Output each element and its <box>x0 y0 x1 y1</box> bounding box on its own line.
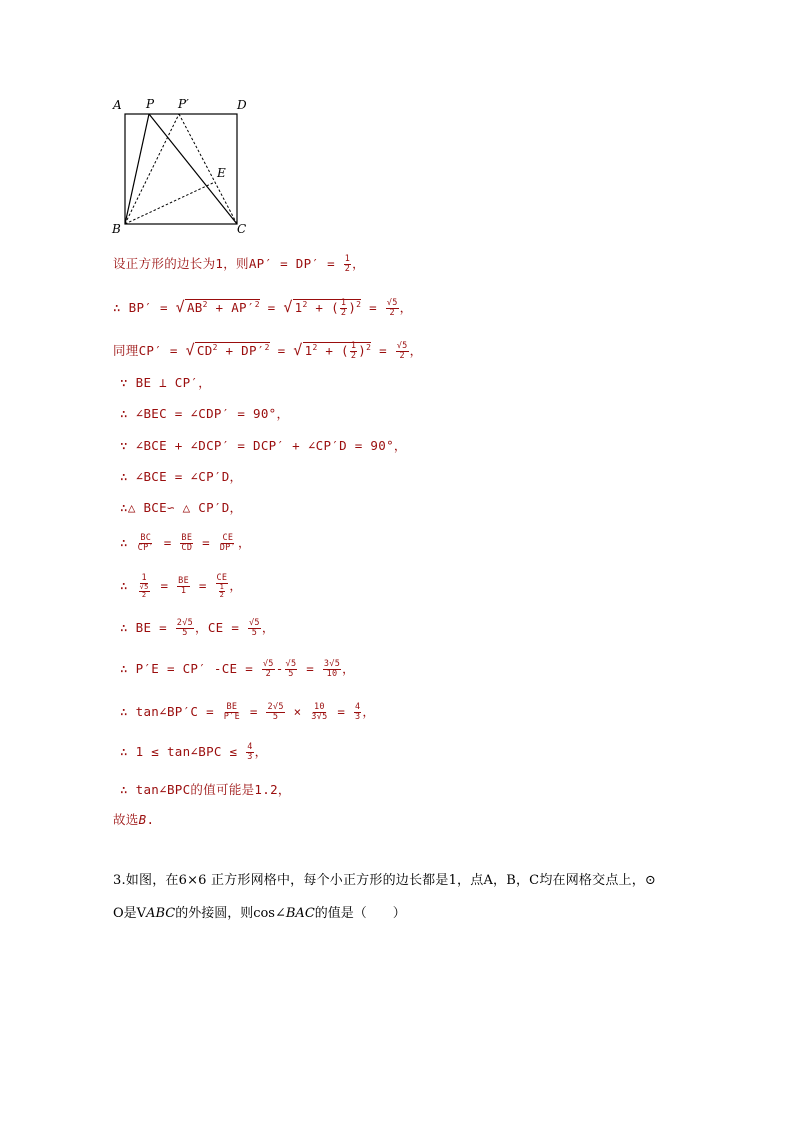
triangle-symbol: V <box>136 906 147 921</box>
numerator: 10 <box>313 702 325 712</box>
nested-fraction <box>139 584 150 599</box>
angle-name: BAC <box>285 906 315 921</box>
op: = <box>269 343 294 359</box>
numerator: 1 <box>141 573 147 583</box>
numerator: BE <box>178 576 190 586</box>
punct: ， <box>342 661 355 676</box>
solution-line-13 <box>120 703 375 722</box>
denominator: 2 <box>389 308 395 319</box>
text: ∴ P′E = CP′ -CE = <box>120 661 261 676</box>
exp: 2 <box>366 343 372 352</box>
punct: . <box>146 812 155 827</box>
solution-line-14 <box>120 743 267 762</box>
numerator: BE <box>226 702 238 712</box>
fraction <box>344 255 351 274</box>
fraction <box>137 534 155 553</box>
op: = <box>191 578 215 593</box>
numerator: √5 <box>285 659 297 669</box>
numerator: 4 <box>354 702 361 712</box>
denominator: 5 <box>182 628 188 638</box>
exp: 2 <box>312 343 318 352</box>
op: = <box>259 300 284 316</box>
numerator: 1 <box>344 254 351 264</box>
numerator: √5 <box>396 341 408 352</box>
numerator: 1 <box>340 298 347 309</box>
denominator: 2 <box>344 264 351 274</box>
denominator: 2 <box>219 591 225 599</box>
text: 故选 <box>113 812 139 827</box>
fraction <box>340 299 347 318</box>
solution-line-1 <box>113 255 365 274</box>
denominator: 5 <box>251 628 258 638</box>
term: 1 <box>304 343 313 359</box>
numerator: 2√5 <box>267 702 284 712</box>
exp: 2 <box>202 300 208 309</box>
fraction <box>137 574 152 599</box>
segment-bpprime <box>125 114 179 224</box>
numerator: √5 <box>248 618 260 628</box>
solution-line-6: ∵ ∠BCE + ∠DCP′ = DCP′ + ∠CP′D = 90°， <box>120 438 407 453</box>
denominator: P′E <box>223 712 240 722</box>
label-p-prime: P′ <box>178 97 189 111</box>
exp: 2 <box>212 343 218 352</box>
exp: 2 <box>302 300 308 309</box>
denominator: 10 <box>326 669 338 679</box>
numerator: 1 <box>219 583 225 591</box>
text: ∴ BP′ = <box>113 300 176 316</box>
text: ∴ BE = <box>120 620 175 635</box>
text: ， <box>352 256 365 271</box>
label-c: C <box>237 222 247 236</box>
op: + <box>317 343 342 359</box>
fraction <box>310 703 328 722</box>
denominator <box>137 584 152 599</box>
solution-line-10 <box>120 574 242 599</box>
op: = <box>242 704 266 719</box>
text: ∴ 1 ≤ tan∠BPC ≤ <box>120 744 246 759</box>
fraction <box>246 743 253 762</box>
question-line-1: 3.如图，在6×6 正方形网格中，每个小正方形的边长都是1，点A，B，C均在网格交点上，⊙ <box>113 873 657 888</box>
segment-be <box>125 182 215 224</box>
op: + <box>217 343 242 359</box>
fraction <box>219 534 237 553</box>
solution-line-7: ∴ ∠BCE = ∠CP′D， <box>120 469 243 484</box>
label-b: B <box>112 222 121 236</box>
denominator: CP′ <box>137 543 154 553</box>
fraction <box>223 703 241 722</box>
numerator: √5 <box>262 659 274 669</box>
term: CD <box>196 343 213 359</box>
triangle-name: ABC <box>146 906 176 921</box>
op: = <box>194 535 218 550</box>
solution-line-15: ∴ tan∠BPC的值可能是1.2， <box>120 782 291 797</box>
op: × <box>285 704 310 719</box>
solution-line-3: 同理CP′ = √ $CD^2 + DP'^2$ = √ $1^2$ + ( $\frac{1}{2}$ )$^2$ = $\frac{√5}{2}$ ， <box>113 341 423 362</box>
op: - <box>275 661 284 676</box>
punct: ， <box>229 578 243 593</box>
denominator: 5 <box>272 712 279 722</box>
text: O是 <box>113 906 137 921</box>
numerator: BC <box>140 533 152 543</box>
denominator: 5 <box>288 669 294 679</box>
text: 的外接圆，则cos∠ <box>175 906 286 921</box>
term: AP′ <box>231 300 255 316</box>
punct: ， <box>362 704 376 719</box>
text: 设正方形的边长为1，则AP′ = DP′ = <box>113 256 343 271</box>
numerator: CE <box>222 533 234 543</box>
solution-line-4: ∵ BE ⊥ CP′， <box>120 375 212 390</box>
op: + <box>307 300 332 316</box>
denominator: CD <box>181 543 193 553</box>
label-d: D <box>237 98 247 112</box>
op: = <box>152 578 177 593</box>
denominator: 2 <box>399 351 405 362</box>
segment-pprimec <box>179 114 237 224</box>
text: 的值是（ ） <box>314 906 406 921</box>
punct: ， <box>399 300 413 316</box>
numerator: √5 <box>386 298 398 309</box>
op: = <box>155 535 180 550</box>
fraction <box>177 577 190 596</box>
solution-line-9 <box>120 534 251 553</box>
op: = <box>361 300 385 316</box>
term: AB <box>186 300 203 316</box>
solution-line-11 <box>120 619 275 638</box>
denominator: 2 <box>340 308 347 319</box>
denominator: 2 <box>350 351 357 362</box>
numerator: BE <box>181 533 193 543</box>
text: ∴ <box>120 535 136 550</box>
solution-line-2: ∴ BP′ = √ $AB^2 + AP'^2$ = √ $1^2$ + ( $\frac{1}{2}$ )$^2$ = $\frac{√5}{2}$ ， <box>113 298 413 319</box>
denominator: DP′ <box>219 543 236 553</box>
question-line-2 <box>113 905 406 923</box>
denominator: 3 <box>354 712 361 722</box>
numerator: 4 <box>247 742 253 752</box>
denominator <box>217 584 228 599</box>
label-a: A <box>113 98 122 112</box>
punct: ， <box>261 620 275 635</box>
op: = <box>329 704 353 719</box>
fraction <box>350 342 357 361</box>
fraction <box>216 574 229 599</box>
fraction <box>386 299 399 318</box>
denominator: 3√5 <box>311 712 328 722</box>
fraction <box>248 619 261 638</box>
numerator: √5 <box>139 583 149 591</box>
geometry-figure <box>108 92 258 242</box>
denominator: 1 <box>180 586 187 596</box>
label-e: E <box>217 166 226 180</box>
text: 同理CP′ = <box>113 343 186 359</box>
fraction <box>323 660 341 679</box>
fraction <box>285 660 298 679</box>
solution-line-12 <box>120 660 355 679</box>
fraction <box>396 342 409 361</box>
exp: 2 <box>264 343 270 352</box>
segment-bp <box>125 114 149 224</box>
solution-line-16 <box>113 811 154 829</box>
op: = <box>371 343 395 359</box>
denominator: 2 <box>141 591 147 599</box>
punct: ， <box>238 535 251 550</box>
text: ，CE = <box>195 620 247 635</box>
op: = <box>298 661 322 676</box>
fraction <box>354 703 361 722</box>
nested-fraction <box>219 584 226 599</box>
text: ∴ <box>120 578 136 593</box>
fraction <box>180 534 193 553</box>
text: ∴ tan∠BP′C = <box>120 704 222 719</box>
term: DP′ <box>241 343 265 359</box>
label-p: P <box>146 97 155 111</box>
numerator: 2√5 <box>176 618 194 628</box>
exp: 2 <box>254 300 260 309</box>
op: + <box>207 300 232 316</box>
solution-line-5: ∴ ∠BEC = ∠CDP′ = 90°， <box>120 406 290 421</box>
solution-line-8: ∴△ BCE∽ △ CP′D， <box>120 500 243 515</box>
denominator: 2 <box>265 669 271 679</box>
punct: ， <box>254 744 268 759</box>
fraction <box>262 660 275 679</box>
fraction <box>266 703 284 722</box>
punct: ， <box>409 343 423 359</box>
denominator: 3 <box>247 752 253 762</box>
numerator: 3√5 <box>323 659 341 669</box>
numerator: 1 <box>350 341 357 352</box>
term: 1 <box>294 300 303 316</box>
answer: B <box>138 812 147 827</box>
exp: 2 <box>356 300 362 309</box>
numerator: CE <box>216 573 228 583</box>
fraction <box>176 619 194 638</box>
